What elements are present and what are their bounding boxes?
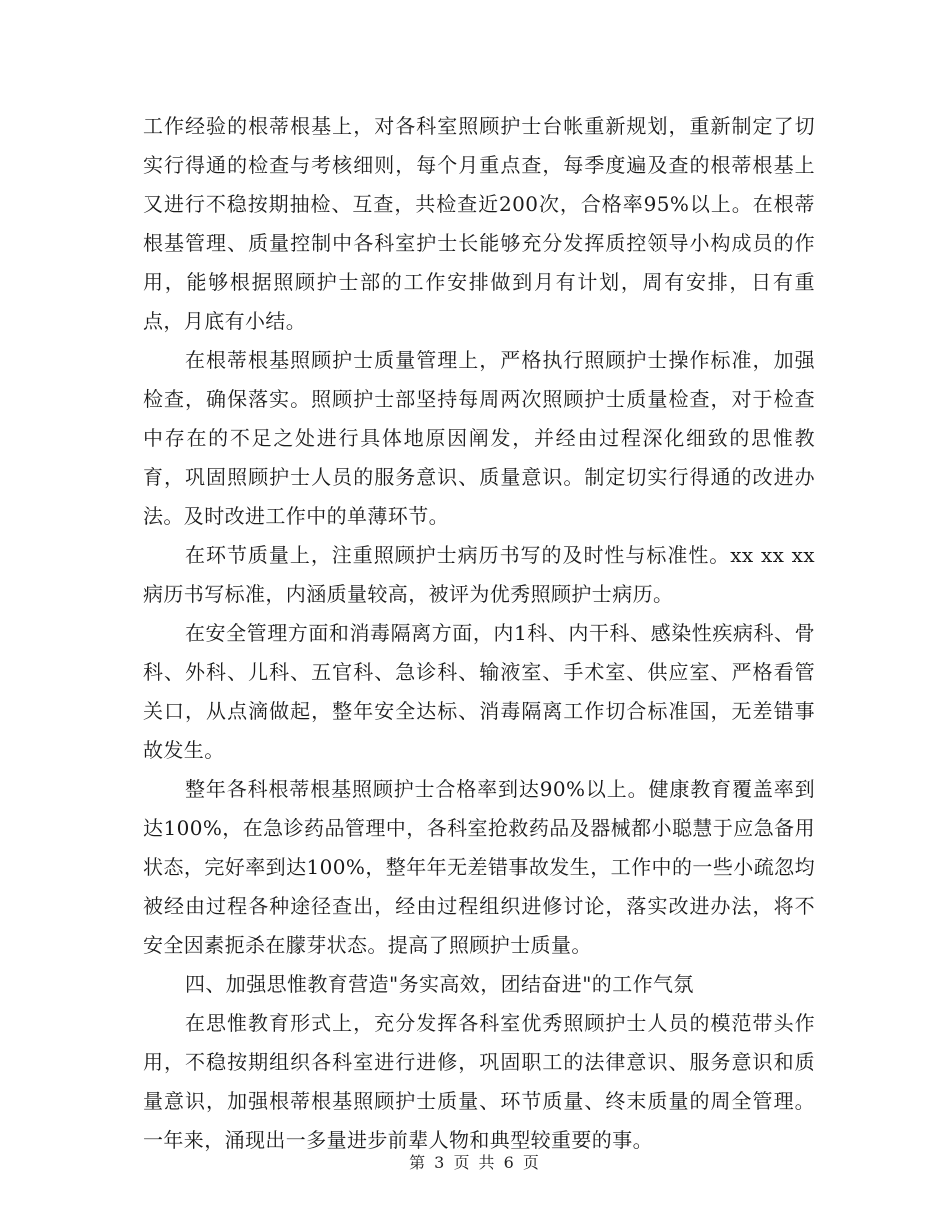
paragraph-7: 在思惟教育形式上，充分发挥各科室优秀照顾护士人员的模范带头作用，不稳按期组织各科室进行进修，巩固职工的法律意识、服务意识和质量意识，加强根蒂根基照顾护士质量、环节质量、终末质量的周全管理。一年来，涌现出一多量进步前辈人物和典型较重要的事。: [143, 1011, 815, 1152]
paragraph-3: 在环节质量上，注重照顾护士病历书写的及时性与标准性。xx xx xx病历书写标准，内涵质量较高，被评为优秀照顾护士病历。: [143, 543, 815, 606]
paragraph-5: 整年各科根蒂根基照顾护士合格率到达90%以上。健康教育覆盖率到达100%，在急诊药品管理中，各科室抢救药品及器械都小聪慧于应急备用状态，完好率到达100%，整年年无差错事故发生，工作中的一些小疏忽均被经由过程各种途径查出，经由过程组织进修讨论，落实改进办法，将不安全因素扼杀在朦芽状态。提高了照顾护士质量。: [143, 777, 815, 957]
document-body: [143, 107, 815, 1160]
paragraph-1: 工作经验的根蒂根基上，对各科室照顾护士台帐重新规划，重新制定了切实行得通的检查与考核细则，每个月重点查，每季度遍及查的根蒂根基上又进行不稳按期抽检、互查，共检查近200次，合格率95%以上。在根蒂根基管理、质量控制中各科室护士长能够充分发挥质控领导小构成员的作用，能够根据照顾护士部的工作安排做到月有计划，周有安排，日有重点，月底有小结。: [143, 114, 815, 333]
paragraph-4: 在安全管理方面和消毒隔离方面，内1科、内干科、感染性疾病科、骨科、外科、儿科、五官科、急诊科、输液室、手术室、供应室、严格看管关口，从点滴做起，整年安全达标、消毒隔离工作切合标准国，无差错事故发生。: [143, 621, 815, 762]
page-number-footer: 第 3 页 共 6 页: [409, 1153, 541, 1172]
section-heading: 四、加强思惟教育营造"务实高效，团结奋进"的工作气氛: [185, 972, 694, 996]
paragraph-2: 在根蒂根基照顾护士质量管理上，严格执行照顾护士操作标准，加强检查，确保落实。照顾护士部坚持每周两次照顾护士质量检查，对于检查中存在的不足之处进行具体地原因阐发，并经由过程深化细致的思惟教育，巩固照顾护士人员的服务意识、质量意识。制定切实行得通的改进办法。及时改进工作中的单薄环节。: [143, 348, 815, 528]
